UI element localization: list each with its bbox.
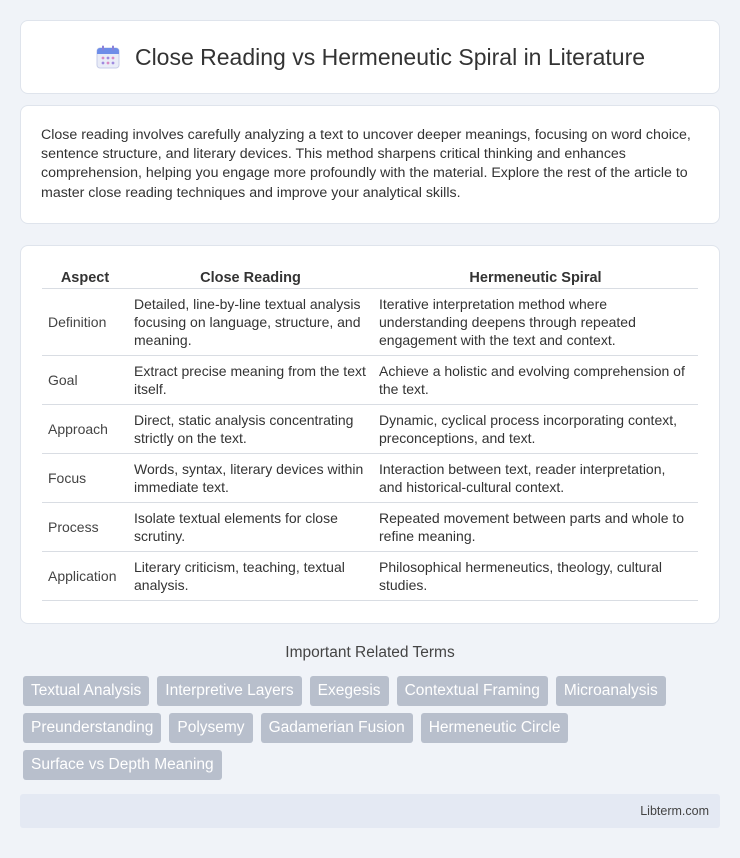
intro-card: [20, 105, 720, 224]
row-close-reading: Direct, static analysis concentrating strictly on the text.: [128, 405, 373, 454]
row-aspect: Process: [42, 503, 128, 552]
table-row: [42, 503, 698, 552]
row-hermeneutic-spiral: Interaction between text, reader interpretation, and historical-cultural context.: [373, 454, 698, 503]
table-row: [42, 454, 698, 503]
row-aspect: Goal: [42, 356, 128, 405]
table-row: [42, 356, 698, 405]
header-aspect: Aspect: [42, 266, 128, 289]
term-tag[interactable]: Hermeneutic Circle: [421, 713, 569, 743]
term-tag[interactable]: Polysemy: [169, 713, 252, 743]
row-hermeneutic-spiral: Repeated movement between parts and whole to refine meaning.: [373, 503, 698, 552]
term-tag[interactable]: Microanalysis: [556, 676, 666, 706]
page-title: Close Reading vs Hermeneutic Spiral in Literature: [134, 43, 646, 70]
title-card: [20, 20, 720, 94]
row-close-reading: Words, syntax, literary devices within immediate text.: [128, 454, 373, 503]
table-row: [42, 405, 698, 454]
comparison-card: [20, 245, 720, 624]
term-tag[interactable]: Contextual Framing: [397, 676, 548, 706]
table-header-row: [42, 266, 698, 289]
related-terms-list: [23, 676, 703, 780]
table-row: [42, 552, 698, 601]
row-close-reading: Isolate textual elements for close scrutiny.: [128, 503, 373, 552]
row-close-reading: Detailed, line-by-line textual analysis focusing on language, structure, and meaning.: [128, 289, 373, 356]
row-aspect: Application: [42, 552, 128, 601]
footer-site-link[interactable]: Libterm.com: [640, 804, 709, 818]
row-aspect: Approach: [42, 405, 128, 454]
row-aspect: Focus: [42, 454, 128, 503]
header-close-reading: Close Reading: [128, 266, 373, 289]
term-tag[interactable]: Exegesis: [310, 676, 389, 706]
table-row: [42, 289, 698, 356]
row-hermeneutic-spiral: Iterative interpretation method where understanding deepens through repeated engagement with the text and context.: [373, 289, 698, 356]
row-close-reading: Extract precise meaning from the text itself.: [128, 356, 373, 405]
row-close-reading: Literary criticism, teaching, textual analysis.: [128, 552, 373, 601]
term-tag[interactable]: Textual Analysis: [23, 676, 149, 706]
row-aspect: Definition: [42, 289, 128, 356]
row-hermeneutic-spiral: Philosophical hermeneutics, theology, cultural studies.: [373, 552, 698, 601]
related-terms-title: Important Related Terms: [285, 644, 455, 661]
footer: [20, 794, 720, 828]
comparison-table: [42, 266, 698, 601]
header-hermeneutic-spiral: Hermeneutic Spiral: [373, 266, 698, 289]
term-tag[interactable]: Gadamerian Fusion: [261, 713, 413, 743]
intro-text: Close reading involves carefully analyzing a text to uncover deeper meanings, focusing on word choice, sentence structure, and literary devices. This method sharpens critical thinking and enhances comprehension, helping you engage more profoundly with the material. Explore the rest of the article to master close reading techniques and improve your analytical skills.: [41, 127, 691, 201]
term-tag[interactable]: Interpretive Layers: [157, 676, 301, 706]
calendar-icon: [95, 44, 121, 70]
row-hermeneutic-spiral: Dynamic, cyclical process incorporating context, preconceptions, and text.: [373, 405, 698, 454]
term-tag[interactable]: Preunderstanding: [23, 713, 161, 743]
row-hermeneutic-spiral: Achieve a holistic and evolving comprehension of the text.: [373, 356, 698, 405]
term-tag[interactable]: Surface vs Depth Meaning: [23, 750, 222, 780]
